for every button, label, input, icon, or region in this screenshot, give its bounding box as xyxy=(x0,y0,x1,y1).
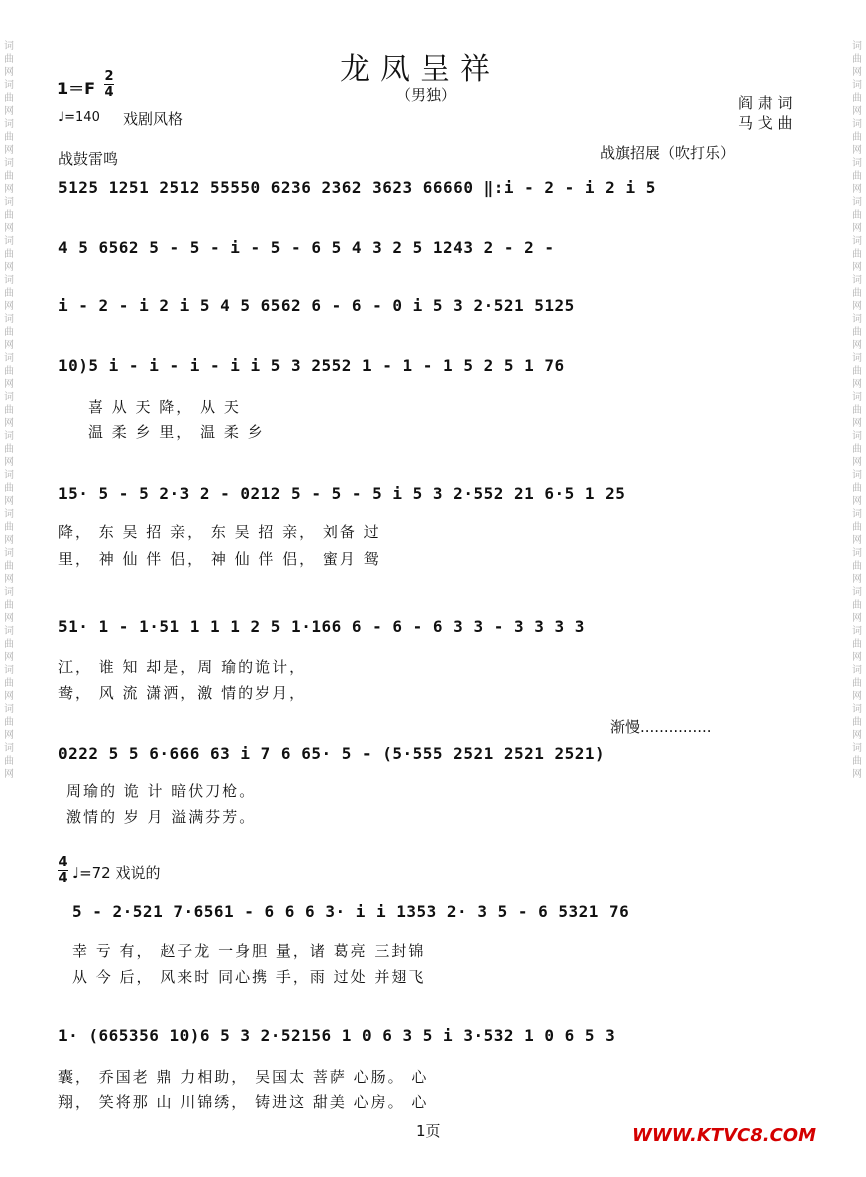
lyrics-row-7-verse-2: 激情的 岁 月 溢满芬芳。 xyxy=(66,808,257,826)
rit-label: 渐慢............... xyxy=(610,718,712,736)
song-subtitle: （男独） xyxy=(396,86,457,104)
watermark-right xyxy=(851,40,863,781)
watermark-text: 词曲网词曲网词曲网词曲网词曲网词曲网词曲网词曲网词曲网词曲网词曲网词曲网词曲网词曲网词曲网词曲网词曲网词曲网词曲网 xyxy=(4,41,14,780)
lyrics-row-9-verse-1: 囊， 乔国老 鼎 力相助， 吴国太 菩萨 心肠。 心 xyxy=(58,1068,429,1086)
watermark-left xyxy=(3,40,15,781)
lyrics-row-5-verse-1: 降， 东 吴 招 亲， 东 吴 招 亲， 刘备 过 xyxy=(58,523,381,541)
lyricist-credit: 阎 肃 词 xyxy=(738,94,793,112)
lyrics-row-8-verse-1: 幸 亏 有， 赵子龙 一身胆 量，诸 葛亮 三封锦 xyxy=(72,942,426,960)
score-row-4: 10)5 i - i - i - i i 5 3 2552 1 - 1 - 1 5 2 5 1 76 xyxy=(58,356,565,375)
lyrics-row-4-verse-1: 喜 从 天 降， 从 天 xyxy=(88,398,241,416)
lyrics-row-9-verse-2: 翔， 笑将那 山 川锦绣， 铸进这 甜美 心房。 心 xyxy=(58,1093,429,1111)
score-row-8: 5 - 2·521 7·6561 - 6 6 6 3· i i 1353 2· 3 5 - 6 5321 76 xyxy=(72,902,630,921)
time-sig-top: 2 xyxy=(104,69,114,84)
song-title: 龙凤呈祥 xyxy=(340,52,500,87)
style-marking: 戏剧风格 xyxy=(123,110,184,128)
lyrics-row-8-verse-2: 从 今 后， 风来时 同心携 手，雨 过处 并翅飞 xyxy=(72,968,426,986)
lyrics-row-6-verse-1: 江， 谁 知 却是，周 瑜的诡计， xyxy=(58,658,307,676)
key-signature: 1＝F xyxy=(57,79,96,98)
score-row-7: 0222 5 5 6·666 63 i 7 6 65· 5 - (5·555 2521 2521 2521) xyxy=(58,744,606,763)
tempo-marking: ♩=140 xyxy=(58,110,100,125)
composer-credit: 马 戈 曲 xyxy=(738,114,793,132)
score-row-3: i - 2 - i 2 i 5 4 5 6562 6 - 6 - 0 i 5 3 2·521 5125 xyxy=(58,296,575,315)
time-sig2-top: 4 xyxy=(58,855,68,870)
lyrics-row-7-verse-1: 周瑜的 诡 计 暗伏刀枪。 xyxy=(66,782,257,800)
flag-label: 战旗招展（吹打乐） xyxy=(600,144,736,162)
time-sig-bottom: 4 xyxy=(104,85,114,100)
watermark-text: 词曲网词曲网词曲网词曲网词曲网词曲网词曲网词曲网词曲网词曲网词曲网词曲网词曲网词曲网词曲网词曲网词曲网词曲网词曲网 xyxy=(852,41,862,780)
intro-label: 战鼓雷鸣 xyxy=(58,150,119,168)
score-row-9: 1· (665356 10)6 5 3 2·52156 1 0 6 3 5 i 3·532 1 0 6 5 3 xyxy=(58,1026,616,1045)
score-row-6: 51· 1 - 1·51 1 1 1 2 5 1·166 6 - 6 - 6 3 3 - 3 3 3 3 xyxy=(58,617,585,636)
lyrics-row-5-verse-2: 里， 神 仙 伴 侣， 神 仙 伴 侣， 蜜月 鸳 xyxy=(58,550,381,568)
time-sig2-bottom: 4 xyxy=(58,871,68,886)
page-number: 1页 xyxy=(416,1122,441,1140)
time-signature-2 xyxy=(58,856,68,885)
tempo-marking-2: ♩=72 戏说的 xyxy=(72,864,161,882)
score-row-5: 15· 5 - 5 2·3 2 - 0212 5 - 5 - 5 i 5 3 2·552 21 6·5 1 25 xyxy=(58,484,626,503)
time-signature xyxy=(104,70,114,99)
lyrics-row-6-verse-2: 鸯， 风 流 潇洒，激 情的岁月， xyxy=(58,684,307,702)
score-row-2: 4 5 6562 5 - 5 - i - 5 - 6 5 4 3 2 5 1243 2 - 2 - xyxy=(58,238,555,257)
score-row-1: 5125 1251 2512 55550 6236 2362 3623 66660 ‖:i - 2 - i 2 i 5 xyxy=(58,178,656,197)
lyrics-row-4-verse-2: 温 柔 乡 里， 温 柔 乡 xyxy=(88,423,265,441)
site-watermark: WWW.KTVC8.COM xyxy=(632,1125,816,1146)
